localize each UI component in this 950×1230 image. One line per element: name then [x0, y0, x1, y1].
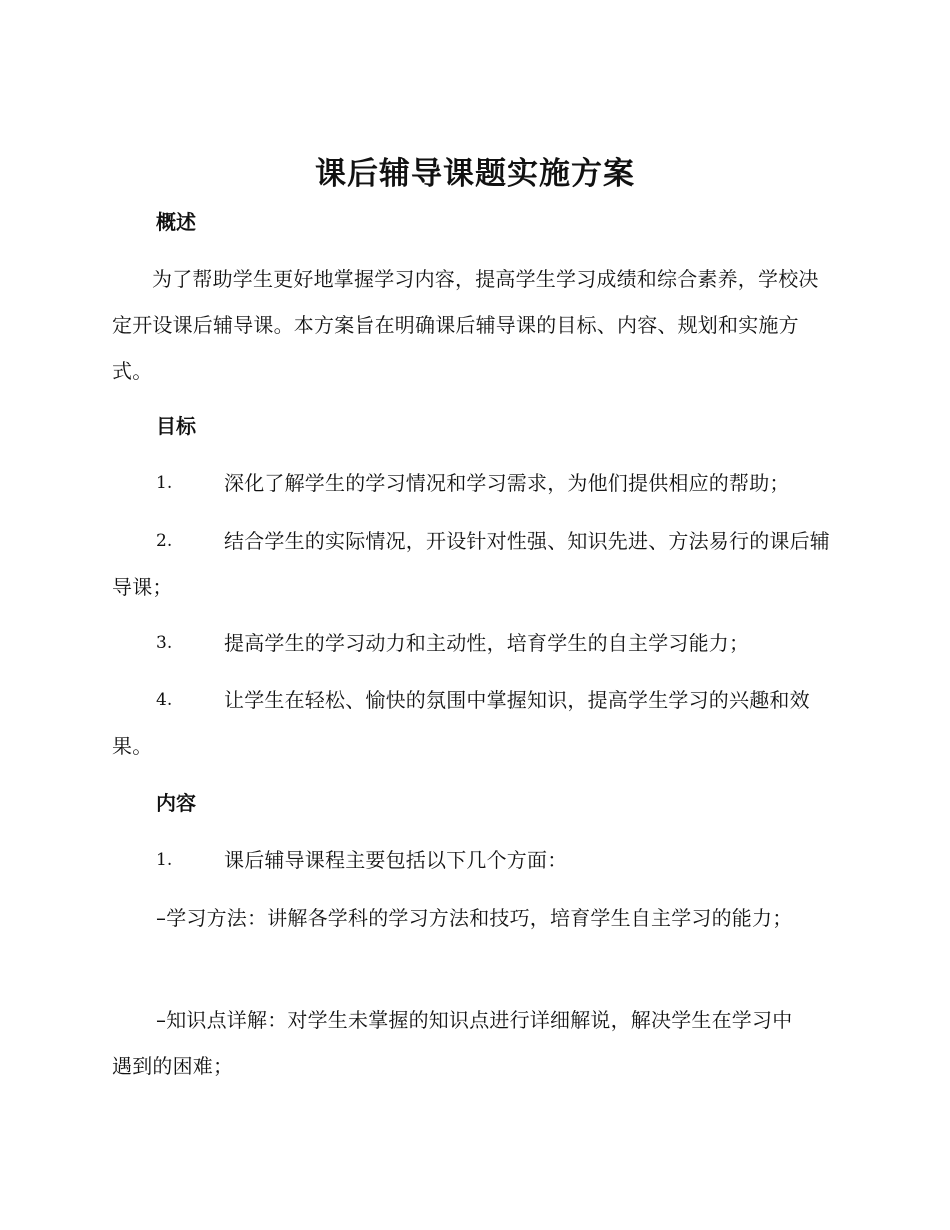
content-item	[112, 837, 834, 883]
goal-item-text: 结合学生的实际情况，开设针对性强、知识先进、方法易行的课后辅导课；	[112, 529, 830, 599]
goal-item-number: 4.	[156, 690, 173, 710]
goal-item-text: 深化了解学生的学习情况和学习需求，为他们提供相应的帮助；	[224, 471, 790, 495]
goal-item	[112, 620, 834, 666]
goal-item	[112, 460, 834, 506]
goal-item	[112, 677, 834, 769]
section-heading-overview: 概述	[156, 210, 196, 234]
content-item-text: 课后辅导课程主要包括以下几个方面：	[224, 848, 568, 872]
goal-item-number: 1.	[156, 473, 173, 493]
goal-item-text: 提高学生的学习动力和主动性，培育学生的自主学习能力；	[224, 631, 750, 655]
goal-item-text: 让学生在轻松、愉快的氛围中掌握知识，提高学生学习的兴趣和效果。	[112, 688, 810, 758]
goal-item-number: 3.	[156, 633, 173, 653]
content-bullet: –学习方法：讲解各学科的学习方法和技巧，培育学生自主学习的能力；	[156, 906, 793, 930]
goal-item-number: 2.	[156, 531, 173, 551]
content-bullet: –知识点详解：对学生未掌握的知识点进行详细解说，解决学生在学习中遇到的困难；	[112, 1008, 793, 1078]
overview-paragraph: 为了帮助学生更好地掌握学习内容，提高学生学习成绩和综合素养，学校决定开设课后辅导课。本方案旨在明确课后辅导课的目标、内容、规划和实施方式。	[112, 267, 819, 383]
goal-item	[112, 518, 834, 610]
section-heading-content: 内容	[156, 791, 196, 815]
content-item-number: 1.	[156, 850, 173, 870]
section-heading-goals: 目标	[156, 414, 196, 438]
document-title: 课后辅导课题实施方案	[315, 156, 635, 192]
